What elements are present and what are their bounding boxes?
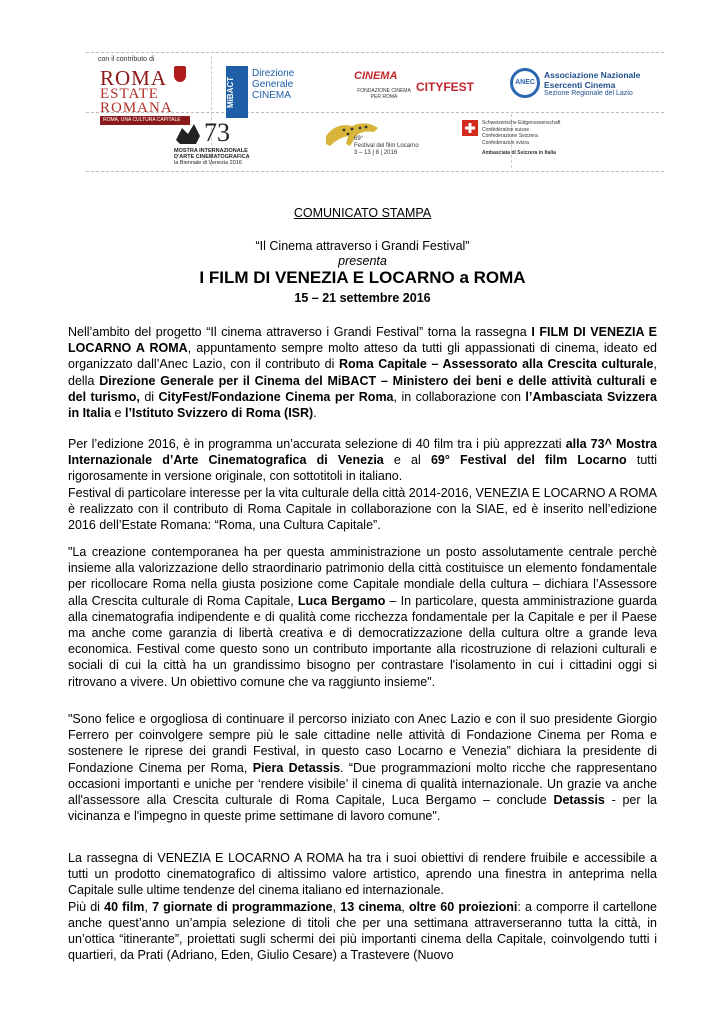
venice-lion-icon (174, 122, 202, 146)
subtitle: “Il Cinema attraverso i Grandi Festival” (255, 239, 470, 253)
venezia-73-logo: 73 (204, 118, 230, 147)
swiss-line: Confederaziun svizra (482, 139, 529, 146)
anec-text (544, 70, 640, 90)
anec-line: Esercenti Cinema (544, 80, 616, 90)
sponsor-logos (86, 52, 664, 172)
bold-text: Luca Bergamo (297, 593, 386, 608)
swiss-line: Confédération suisse (482, 126, 529, 133)
romana-logo-word: ROMANA (100, 100, 173, 116)
text: e al (383, 453, 431, 468)
anec-line: Associazione Nazionale (544, 70, 641, 80)
divider (86, 171, 664, 172)
paragraph-programme (68, 850, 657, 963)
event-dates: 15 – 21 settembre 2016 (294, 291, 431, 305)
roma-logo-word: ROMA (100, 66, 168, 90)
bold-text: Piera Detassis (252, 760, 341, 775)
fondazione-cinema-text: FONDAZIONE CINEMA PER ROMA (357, 88, 411, 100)
bold-text: 7 giornate di programmazione (152, 899, 333, 914)
text: - per la vicinanza e l'impegno in queste prime settimane di lavoro comune". (68, 793, 657, 824)
text: . “Due programmazioni molto ricche che rappresentano occasioni importanti e uniche per ‘rendere visibile’ il cinema di qualità internazionale. Un grazie va anche all'assessore alla Crescita culturale di Roma Capitale, Luca Bergamo – conclude (68, 760, 657, 808)
anec-sub-text: Sezione Regionale del Lazio (544, 90, 633, 97)
venezia-line: D'ARTE CINEMATOGRAFICA (174, 154, 250, 160)
text: , della (68, 357, 657, 388)
text: Per l’edizione 2016, è in programma un’accurata selezione di 40 film tra i più apprezzati (68, 437, 566, 451)
bold-text: alla 73^ Mostra Internazionale d’Arte Cinematografica di Venezia (68, 437, 658, 468)
text: Festival di particolare interesse per la vita culturale della città 2014-2016, VENEZIA E LOCARNO A ROMA è realizzato con il contributo di Roma Capitale in collaborazione con la SIAE, ed è inserito nell’edizione 2016 dell’Estate Romana: “Roma, una Cultura Capitale”. (68, 485, 657, 533)
text: , (332, 899, 341, 914)
bold-text: 40 film (104, 899, 145, 914)
paragraph-detassis-quote (68, 711, 657, 824)
text: – In particolare, questa amministrazione guarda alla cinematografia indipendente e di qualità come ricchezza fondamentale per la Capitale e per il Paese ma anche come garanzia di libertà creativa e di democratizzazione della cultura oltre a grande leva economica. Festival come questo sono un contributo importante alla ricostruzione di relazioni culturali e sociali di cui la città ha un grandissimo bisogno per contrastare l'isolamento in cui i cittadini oggi si ritrovano a vivere. Un obiettivo comune che va raggiunto insieme". (68, 593, 657, 689)
roma-contrib-text: con il contributo di (98, 56, 155, 63)
text: Più di (68, 899, 105, 914)
anec-logo-icon: ANEC (510, 68, 540, 98)
swiss-flag-icon (462, 120, 478, 136)
estate-logo-word: ESTATE (100, 86, 159, 102)
venezia-line: MOSTRA INTERNAZIONALE (174, 148, 248, 154)
locarno-line: 69° (354, 136, 364, 142)
fondazione-cinema-logo: CINEMA (354, 70, 398, 82)
mibact-line: CINEMA (252, 90, 291, 101)
press-release-label: COMUNICATO STAMPA (293, 206, 432, 220)
mibact-logo: MiBACT (226, 66, 248, 118)
text: "La creazione contemporanea ha per questa amministrazione un posto assolutamente centrale perchè insieme alla valorizzazione dello straordinario patrimonio della città costituisce un elemento fondamentale per ricollocare Roma nella giusta posizione come Capitale mondiale della cultura – dichiara l’Assessore alla Crescita culturale di Roma Capitale, (68, 545, 657, 608)
bold-text: 13 cinema (340, 899, 402, 914)
bold-text: l’Istituto Svizzero di Roma (ISR) (124, 406, 314, 421)
divider (86, 52, 664, 53)
text: e (111, 406, 125, 421)
venezia-line: la Biennale di Venezia 2016 (174, 160, 242, 166)
swiss-line: Confederazione Svizzera (482, 133, 538, 139)
text: : a comporre il cartellone anche quest’anno un’ampia selezione di titoli che per una settimana attraverseranno tutta la città, in un’ottica “itinerante”, proiettati sugli schermi dei più importanti cinema della Capitale, coinvolgendo tutti i quartieri, da Prati (Adriano, Eden, Giulio Cesare) a Trastevere (Nuovo (68, 899, 657, 963)
text: tutti rigorosamente in versione originale, con sottotitoli in italiano. (68, 453, 657, 484)
text: , appuntamento sempre molto atteso da tutti gli appassionati di cinema, ideato ed organizzato dall’Anec Lazio, con il contributo di (68, 341, 657, 372)
swiss-line: Schweizerische Eidgenossenschaft (482, 120, 561, 126)
cityfest-logo: CITYFEST (416, 80, 475, 94)
bold-text: Roma Capitale – Assessorato alla Crescita culturale (338, 357, 654, 372)
paragraph-bergamo-quote (68, 544, 657, 690)
text: La rassegna di VENEZIA E LOCARNO A ROMA ha tra i suoi obiettivi di rendere fruibile e accessibile a tutti un prodotto cinematografico di altissimo valore artistico, aprendo una finestra in anteprima nella Capitale sulle ultime tendenze del cinema italiano ed internazionale. (68, 851, 657, 898)
text: . (313, 406, 317, 421)
paragraph-edition (68, 436, 657, 533)
bold-text: I FILM DI VENEZIA E LOCARNO A ROMA (68, 325, 657, 356)
presenta-text: presenta (338, 254, 387, 268)
bold-text: CityFest/Fondazione Cinema per Roma (158, 389, 394, 404)
locarno-line: Festival del film Locarno (354, 143, 419, 149)
mibact-line: Direzione (252, 68, 295, 79)
roma-crest-icon (174, 66, 186, 82)
text: , (401, 899, 410, 914)
bold-text: Direzione Generale per il Cinema del MiBACT – Ministero dei beni e delle attività culturali e del turismo, (68, 373, 658, 404)
bold-text: l’Ambasciata Svizzera in Italia (68, 389, 657, 421)
locarno-text (354, 136, 419, 157)
venezia-text (174, 148, 250, 166)
divider (86, 112, 664, 113)
text: "Sono felice e orgogliosa di continuare il percorso iniziato con Anec Lazio e con il suo presidente Giorgio Ferrero per coinvolgere sempre più le sale cittadine nelle attività di Fondazione Cinema per Roma e sostenere le riprese dei grandi Festival, in questo caso Locarno e Venezia” dichiara la presidente di Fondazione Cinema per Roma, (68, 712, 657, 775)
mibact-line: Generale (252, 79, 294, 90)
text: Nell’ambito del progetto “Il cinema attraverso i Grandi Festival” torna la rassegna (68, 325, 532, 339)
bold-text: Detassis (553, 793, 605, 808)
page-title: I FILM DI VENEZIA E LOCARNO a ROMA (199, 268, 526, 287)
paragraph-intro (68, 324, 657, 421)
text: , in collaborazione con (393, 389, 526, 404)
bold-text: 69° Festival del film Locarno (430, 453, 627, 468)
text: di (139, 389, 159, 404)
swiss-confederation-text (482, 120, 560, 146)
text: , (144, 899, 153, 914)
bold-text: oltre 60 proiezioni (409, 899, 518, 914)
mibact-text (252, 68, 294, 101)
swiss-embassy-text: Ambasciata di Svizzera in Italia (482, 150, 556, 156)
roma-cultura-band: ROMA, UNA CULTURA CAPITALE (100, 116, 190, 125)
locarno-line: 3 – 13 | 8 | 2016 (354, 150, 398, 156)
